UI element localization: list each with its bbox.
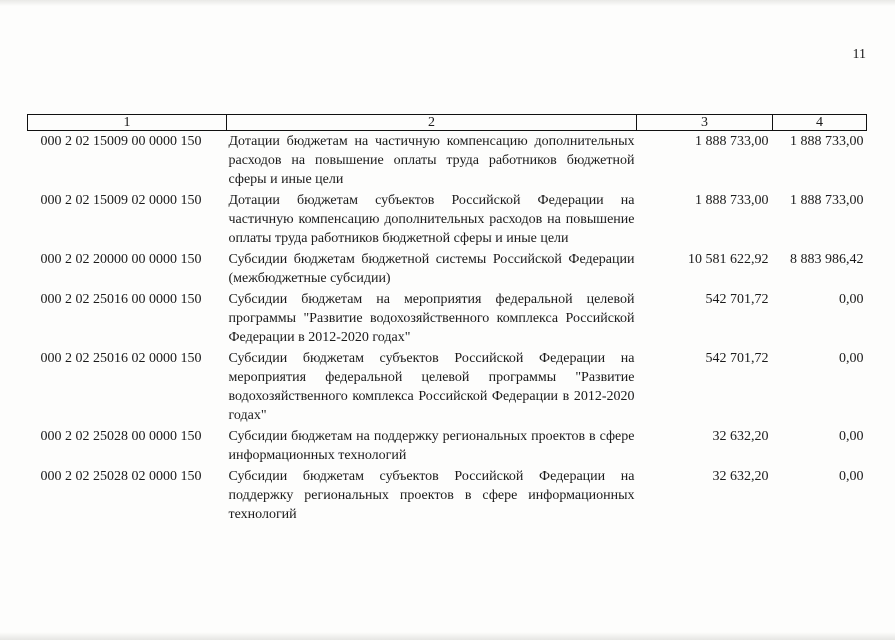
budget-code-cell: 000 2 02 25016 02 0000 150 — [40, 351, 202, 366]
budget-code-cell: 000 2 02 15009 02 0000 150 — [40, 193, 202, 208]
table-row — [28, 191, 867, 250]
header-col-4: 4 — [773, 115, 867, 131]
description-cell: Дотации бюджетам субъектов Российской Федерации на частичную компенсацию дополнительных расходов на повышение оплаты труда работников бюджетной сферы и иные цели — [228, 193, 635, 246]
header-col-3: 3 — [637, 115, 773, 131]
table-row — [28, 467, 867, 526]
table-header — [28, 115, 867, 131]
table-row — [28, 290, 867, 349]
table-row — [28, 131, 867, 192]
budget-code-cell: 000 2 02 15009 00 0000 150 — [40, 134, 202, 149]
amount-col3-cell: 10 581 622,92 — [688, 252, 769, 267]
table-body — [28, 131, 867, 527]
table-row — [28, 349, 867, 427]
budget-code-cell: 000 2 02 20000 00 0000 150 — [40, 252, 202, 267]
description-cell: Дотации бюджетам на частичную компенсацию дополнительных расходов на повышение оплаты труда работников бюджетной сферы и иные цели — [228, 134, 635, 187]
amount-col4-cell: 0,00 — [839, 292, 864, 307]
page-number: 11 — [852, 47, 866, 62]
budget-code-cell: 000 2 02 25016 00 0000 150 — [40, 292, 202, 307]
scan-top-edge — [0, 0, 895, 6]
amount-col3-cell: 32 632,20 — [712, 429, 769, 444]
table-row — [28, 427, 867, 467]
amount-col3-cell: 1 888 733,00 — [695, 134, 769, 149]
amount-col3-cell: 542 701,72 — [705, 292, 769, 307]
description-cell: Субсидии бюджетам на поддержку региональных проектов в сфере информационных технологий — [228, 429, 635, 463]
description-cell: Субсидии бюджетам субъектов Российской Федерации на мероприятия федеральной целевой программы "Развитие водохозяйственного комплекса Российской Федерации в 2012-2020 годах" — [228, 351, 635, 423]
header-col-2: 2 — [227, 115, 637, 131]
amount-col4-cell: 0,00 — [839, 429, 864, 444]
amount-col3-cell: 1 888 733,00 — [695, 193, 769, 208]
amount-col4-cell: 0,00 — [839, 469, 864, 484]
description-cell: Субсидии бюджетам бюджетной системы Российской Федерации (межбюджетные субсидии) — [228, 252, 635, 286]
table-row — [28, 250, 867, 290]
budget-table — [27, 114, 867, 526]
amount-col4-cell: 1 888 733,00 — [790, 193, 864, 208]
amount-col3-cell: 32 632,20 — [712, 469, 769, 484]
budget-code-cell: 000 2 02 25028 00 0000 150 — [40, 429, 202, 444]
budget-code-cell: 000 2 02 25028 02 0000 150 — [40, 469, 202, 484]
scan-bottom-edge — [0, 632, 895, 640]
amount-col3-cell: 542 701,72 — [705, 351, 769, 366]
amount-col4-cell: 8 883 986,42 — [790, 252, 864, 267]
amount-col4-cell: 0,00 — [839, 351, 864, 366]
description-cell: Субсидии бюджетам субъектов Российской Федерации на поддержку региональных проектов в сфере информационных технологий — [228, 469, 635, 522]
header-col-1: 1 — [28, 115, 227, 131]
header-row — [28, 115, 867, 131]
description-cell: Субсидии бюджетам на мероприятия федеральной целевой программы "Развитие водохозяйственного комплекса Российской Федерации в 2012-2020 годах" — [228, 292, 635, 345]
amount-col4-cell: 1 888 733,00 — [790, 134, 864, 149]
